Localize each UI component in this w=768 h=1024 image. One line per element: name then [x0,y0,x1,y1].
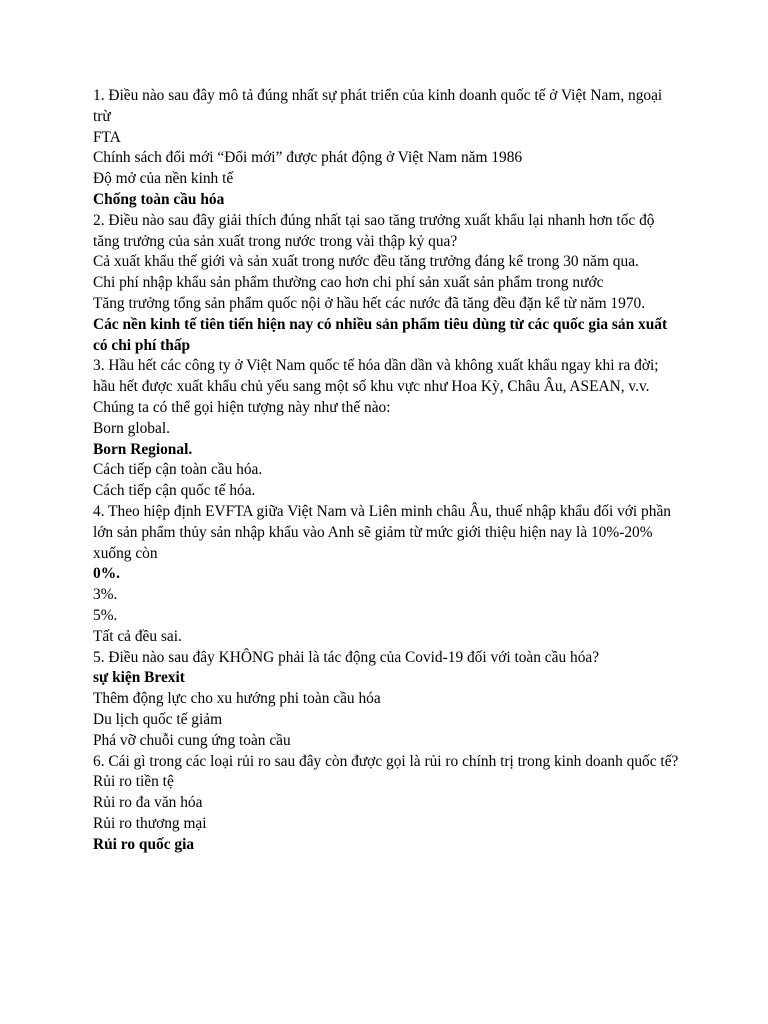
q4-option-all-wrong: Tất cả đều sai. [93,627,182,645]
q3-option-born-global: Born global. [93,419,170,437]
q1-option-fta: FTA [93,128,121,146]
q4-option-3: 3%. [93,586,118,604]
q2-option-c: Tăng trưởng tổng sản phẩm quốc nội ở hầu hết các nước đã tăng đều đặn kể từ năm 1970. [93,294,646,312]
question-5-text: 5. Điều nào sau đây KHÔNG phải là tác động của Covid-19 đối với toàn cầu hóa? [93,648,600,666]
q6-option-commercial: Rủi ro thương mại [93,814,207,832]
question-4-text: 4. Theo hiệp định EVFTA giữa Việt Nam và Liên minh châu Âu, thuế nhập khẩu đối với phần lớn sản phẩm thủy sản nhập khẩu vào Anh sẽ giảm từ mức giới thiệu hiện nay là 10%-20% xuống còn [93,502,671,562]
q5-answer: sự kiện Brexit [93,669,185,687]
q2-option-b: Chi phí nhập khẩu sản phẩm thường cao hơn chi phí sản xuất sản phẩm trong nước [93,274,604,292]
question-6-text: 6. Cái gì trong các loại rủi ro sau đây còn được gọi là rủi ro chính trị trong kinh doanh quốc tế? [93,752,679,770]
q5-option-tourism: Du lịch quốc tế giảm [93,710,223,728]
question-1-text: 1. Điều nào sau đây mô tả đúng nhất sự phát triển của kinh doanh quốc tế ở Việt Nam, ngoại trừ [93,87,663,125]
q6-option-multicultural: Rủi ro đa văn hóa [93,794,203,812]
question-3-text: 3. Hầu hết các công ty ở Việt Nam quốc tế hóa dần dần và không xuất khẩu ngay khi ra đời; hầu hết được xuất khẩu chủ yếu sang một số khu vực như Hoa Kỳ, Châu Âu, ASEAN, v.v. Chúng ta có thể gọi hiện tượng này như thế nào: [93,357,659,416]
q6-answer: Rủi ro quốc gia [93,835,195,853]
q1-option-openness: Độ mở của nền kinh tế [93,170,234,188]
q5-option-deglobalization: Thêm động lực cho xu hướng phi toàn cầu hóa [93,690,381,708]
q1-answer: Chống toàn cầu hóa [93,190,225,208]
q3-option-internationalization: Cách tiếp cận quốc tế hóa. [93,482,256,500]
q2-answer: Các nền kinh tế tiên tiến hiện nay có nhiều sản phẩm tiêu dùng từ các quốc gia sản xuất có chi phí thấp [93,315,668,354]
document-page [93,86,683,855]
question-2-text: 2. Điều nào sau đây giải thích đúng nhất tại sao tăng trưởng xuất khẩu lại nhanh hơn tốc độ tăng trưởng của sản xuất trong nước trong vài thập kỷ qua? [93,211,655,250]
q1-option-doi-moi: Chính sách đổi mới “Đổi mới” được phát động ở Việt Nam năm 1986 [93,149,523,167]
q4-option-5: 5%. [93,606,118,624]
q3-answer: Born Regional. [93,440,193,458]
q6-option-currency: Rủi ro tiền tệ [93,773,174,791]
q3-option-globalization: Cách tiếp cận toàn cầu hóa. [93,461,263,479]
q2-option-a: Cả xuất khẩu thế giới và sản xuất trong nước đều tăng trưởng đáng kể trong 30 năm qua. [93,253,639,271]
q5-option-supply-chain: Phá vỡ chuỗi cung ứng toàn cầu [93,731,291,749]
q4-answer: 0%. [93,565,120,583]
